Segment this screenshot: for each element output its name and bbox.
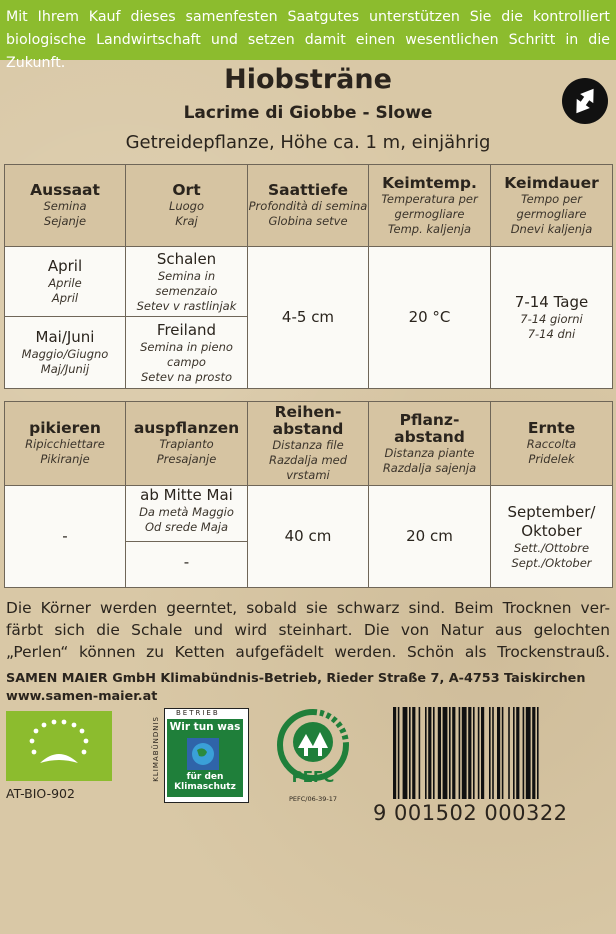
header-keimdauer: Keimdauer Tempo per germogliare Dnevi kaljenja [491, 165, 613, 247]
barcode-number: 9 001502 000322 [373, 801, 568, 825]
aussaat-mai-juni: Mai/Juni Maggio/Giugno Maj/Junij [5, 317, 126, 389]
pefc-code: PEFC/06-39-17 [289, 795, 337, 803]
pefc-name: PEFC [291, 768, 335, 786]
header-reihenabstand: Reihen- abstand Distanza file Razdalja med vrstami [248, 402, 369, 486]
ort-freiland: Freiland Semina in pieno campo Setev na prosto [126, 317, 248, 389]
header-saattiefe: Saattiefe Profondità di semina Globina setve [248, 165, 369, 247]
header-keimtemp: Keimtemp. Temperatura per germogliare Temp. kaljenja [369, 165, 491, 247]
keimdauer-value: 7-14 Tage 7-14 giorni 7-14 dni [491, 247, 613, 389]
product-subtitle: Lacrime di Giobbe - Slowe [183, 103, 433, 123]
header-ort: Ort Luogo Kraj [126, 165, 248, 247]
saattiefe-value: 4-5 cm [248, 247, 369, 389]
planting-table [4, 401, 613, 588]
company-info: SAMEN MAIER GmbH Klimabündnis-Betrieb, Rieder Straße 7, A-4753 Taiskirchen www.samen-maier.at [6, 671, 586, 704]
klima-slogan-2: für den Klimaschutz [174, 772, 236, 792]
globe-icon [187, 738, 219, 770]
recycle-icon [561, 77, 609, 125]
auspflanzen-value: ab Mitte Mai Da metà Maggio Od srede Maja - [126, 486, 248, 588]
auspflanzen-second: - [126, 541, 247, 582]
keimtemp-value: 20 °C [369, 247, 491, 389]
ort-schalen: Schalen Semina in semenzaio Setev v rastlinjak [126, 247, 248, 317]
header-pflanzabstand: Pflanz- abstand Distanza piante Razdalja sajenja [369, 402, 491, 486]
eu-bio-code: AT-BIO-902 [6, 786, 75, 801]
ernte-value: September/ Oktober Sett./Ottobre Sept./Oktober [491, 486, 613, 588]
description-text: Die Körner werden geerntet, sobald sie schwarz sind. Beim Trocknen ver- färbt sich die Schale und wird steinhart. Die von Natur aus gelochten „Perlen“ können zu Ketten aufgefädelt werden. Schön als Trockenstrauß. [6, 599, 610, 661]
product-title: Hiobsträne [224, 64, 392, 95]
info-banner [0, 0, 616, 71]
pikieren-value: - [5, 486, 126, 588]
klima-top-label: BETRIEB [176, 709, 220, 717]
header-pikieren: pikieren Ripicchiettare Pikiranje [5, 402, 126, 486]
eu-organic-logo-icon [6, 711, 112, 781]
header-aussaat: Aussaat Semina Sejanje [5, 165, 126, 247]
barcode-graphic [385, 707, 610, 803]
klimabuendnis-logo [152, 708, 247, 801]
klima-side-label: KLIMABÜNDNIS [152, 716, 160, 782]
sowing-table [4, 164, 613, 389]
product-description: Getreidepflanze, Höhe ca. 1 m, einjährig [125, 132, 491, 153]
reihenabstand-value: 40 cm [248, 486, 369, 588]
aussaat-april: April Aprile April [5, 247, 126, 317]
klima-slogan: Wir tun was [169, 721, 241, 733]
pflanzabstand-value: 20 cm [369, 486, 491, 588]
pefc-logo [276, 708, 350, 806]
banner-line-1: Mit Ihrem Kauf dieses samenfesten Saatgutes unterstützen Sie die kontrolliert [6, 9, 610, 25]
banner-line-2: biologische Landwirtschaft und setzen damit einen wesentlichen Schritt in die Zukunft. [6, 32, 610, 71]
header-auspflanzen: auspflanzen Trapianto Presajanje [126, 402, 248, 486]
header-ernte: Ernte Raccolta Pridelek [491, 402, 613, 486]
